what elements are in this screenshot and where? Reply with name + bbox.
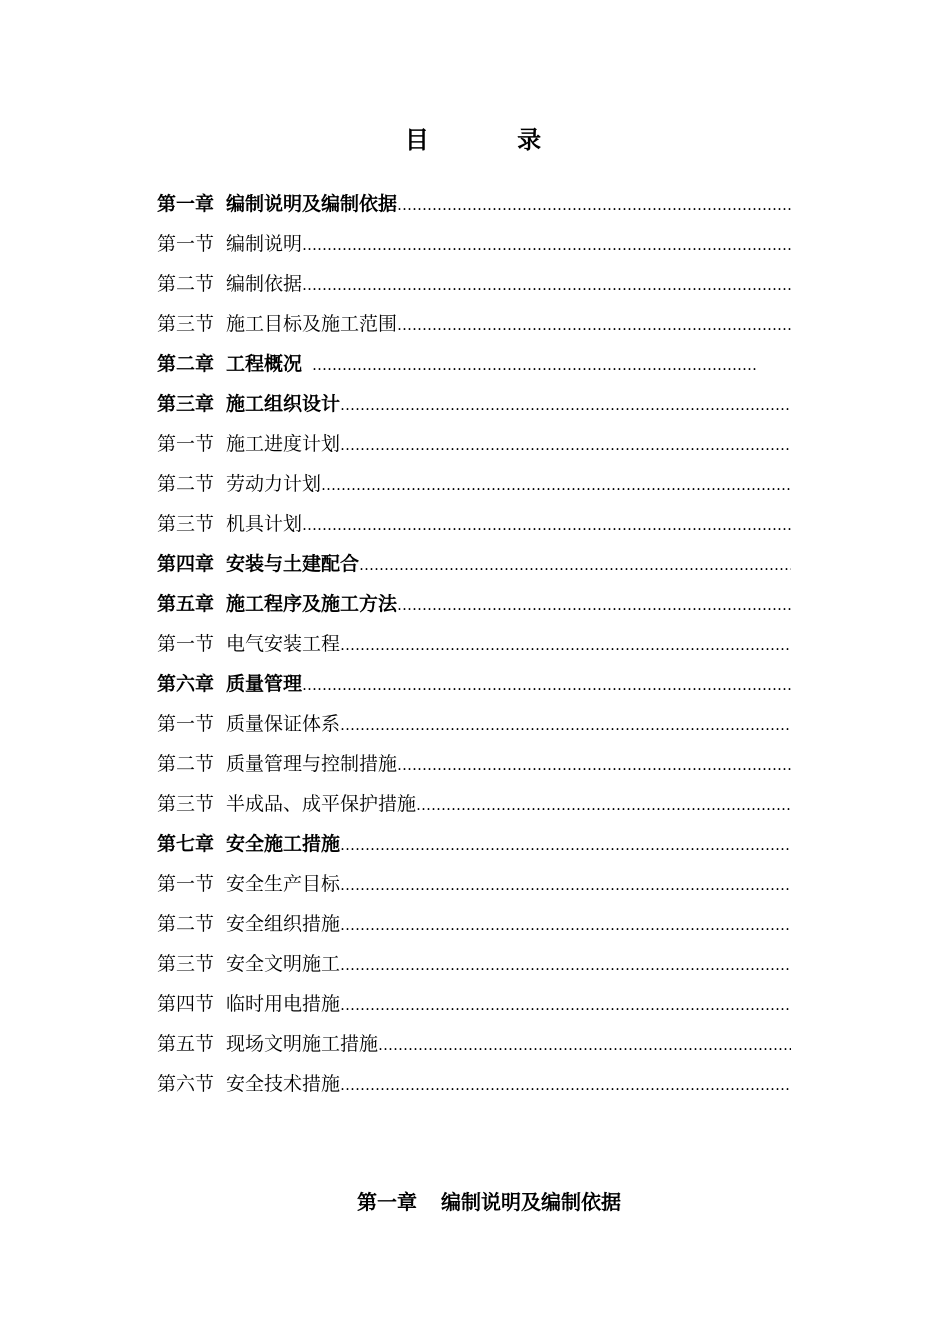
toc-entry-title: 机具计划 [226,513,303,535]
toc-entry[interactable] [157,504,791,544]
toc-entry-number: 第一节 [157,873,215,895]
toc-entry-number: 第五节 [157,1033,215,1055]
toc-dot-leader [397,744,791,784]
toc-entry[interactable] [157,944,791,984]
toc-entry-title: 现场文明施工措施 [226,1033,379,1055]
toc-entry-number: 第一节 [157,713,215,735]
toc-entry[interactable] [157,344,791,384]
toc-entry-number: 第一节 [157,433,215,455]
toc-dot-leader [302,664,791,704]
toc-dot-leader [340,944,791,984]
toc-entry-title: 安全生产目标 [226,873,341,895]
toc-entry-title: 质量管理与控制措施 [226,753,398,775]
toc-title: 目 录 [404,125,582,154]
chapter-heading-title: 编制说明及编制依据 [441,1190,621,1214]
toc-entry-title: 安全组织措施 [226,913,341,935]
toc-entry-title: 施工目标及施工范围 [226,313,398,335]
toc-entry[interactable] [157,544,791,584]
toc-entry-number: 第三节 [157,953,215,975]
toc-entry[interactable] [157,744,791,784]
toc-entry[interactable] [157,1064,791,1104]
toc-entry[interactable] [157,224,791,264]
toc-entry-title: 安全施工措施 [226,833,341,855]
toc-entry[interactable] [157,424,791,464]
toc-dot-leader [378,1024,791,1064]
toc-dot-leader [302,264,791,304]
toc-entry-number: 第四节 [157,993,215,1015]
toc-dot-leader [312,344,756,384]
toc-entry-number: 第四章 [157,553,215,575]
toc-dot-leader [302,504,791,544]
toc-entry-number: 第二节 [157,273,215,295]
toc-entry-title: 施工组织设计 [226,393,341,415]
toc-entry[interactable] [157,184,791,224]
toc-entry-title: 临时用电措施 [226,993,341,1015]
toc-entry[interactable] [157,904,791,944]
toc-entry[interactable] [157,304,791,344]
toc-entry-number: 第二节 [157,473,215,495]
toc-entry-number: 第五章 [157,593,215,615]
toc-entry[interactable] [157,864,791,904]
toc-entry-title: 安全文明施工 [226,953,341,975]
toc-entry-number: 第二章 [157,353,215,375]
toc-entry[interactable] [157,624,791,664]
toc-dot-leader [340,984,791,1024]
toc-dot-leader [340,624,791,664]
toc-entry-number: 第二节 [157,913,215,935]
toc-entry-title: 半成品、成平保护措施 [226,793,417,815]
toc-dot-leader [321,464,791,504]
toc-entry[interactable] [157,824,791,864]
toc-dot-leader [359,544,791,584]
toc-entry-number: 第一节 [157,633,215,655]
toc-entry[interactable] [157,784,791,824]
toc-entry-number: 第七章 [157,833,215,855]
toc-entry-title: 质量管理 [226,673,303,695]
toc-entry-number: 第六章 [157,673,215,695]
toc-entry-title: 劳动力计划 [226,473,322,495]
toc-entry-number: 第三节 [157,513,215,535]
toc-dot-leader [397,584,791,624]
toc-entry-number: 第三节 [157,793,215,815]
toc-entry[interactable] [157,704,791,744]
toc-dot-leader [340,424,791,464]
toc-entry[interactable] [157,984,791,1024]
toc-entry[interactable] [157,664,791,704]
toc-entry-title: 电气安装工程 [226,633,341,655]
toc-entry-title: 工程概况 [226,353,303,375]
toc-entry-title: 施工程序及施工方法 [226,593,398,615]
toc-entry-title: 编制依据 [226,273,303,295]
toc-entry-number: 第一节 [157,233,215,255]
toc-entry-number: 第三节 [157,313,215,335]
toc-dot-leader [340,904,791,944]
toc-entry-title: 编制说明 [226,233,303,255]
toc-dot-leader [397,184,791,224]
toc-dot-leader [340,864,791,904]
table-of-contents [157,184,791,1104]
toc-entry-number: 第三章 [157,393,215,415]
toc-entry-title: 质量保证体系 [226,713,341,735]
toc-dot-leader [340,704,791,744]
chapter-heading [0,1184,950,1220]
toc-entry[interactable] [157,1024,791,1064]
toc-dot-leader [340,1064,791,1104]
toc-entry[interactable] [157,264,791,304]
toc-entry-number: 第二节 [157,753,215,775]
toc-dot-leader [302,224,791,264]
chapter-heading-number: 第一章 [357,1190,417,1214]
toc-entry[interactable] [157,384,791,424]
toc-entry-title: 编制说明及编制依据 [226,193,398,215]
toc-dot-leader [340,384,791,424]
toc-entry-title: 安装与土建配合 [226,553,360,575]
toc-dot-leader [416,784,791,824]
toc-entry-number: 第六节 [157,1073,215,1095]
toc-dot-leader [340,824,791,864]
toc-entry-title: 安全技术措施 [226,1073,341,1095]
toc-entry[interactable] [157,464,791,504]
toc-dot-leader [397,304,791,344]
toc-entry-number: 第一章 [157,193,215,215]
toc-entry-title: 施工进度计划 [226,433,341,455]
toc-entry[interactable] [157,584,791,624]
